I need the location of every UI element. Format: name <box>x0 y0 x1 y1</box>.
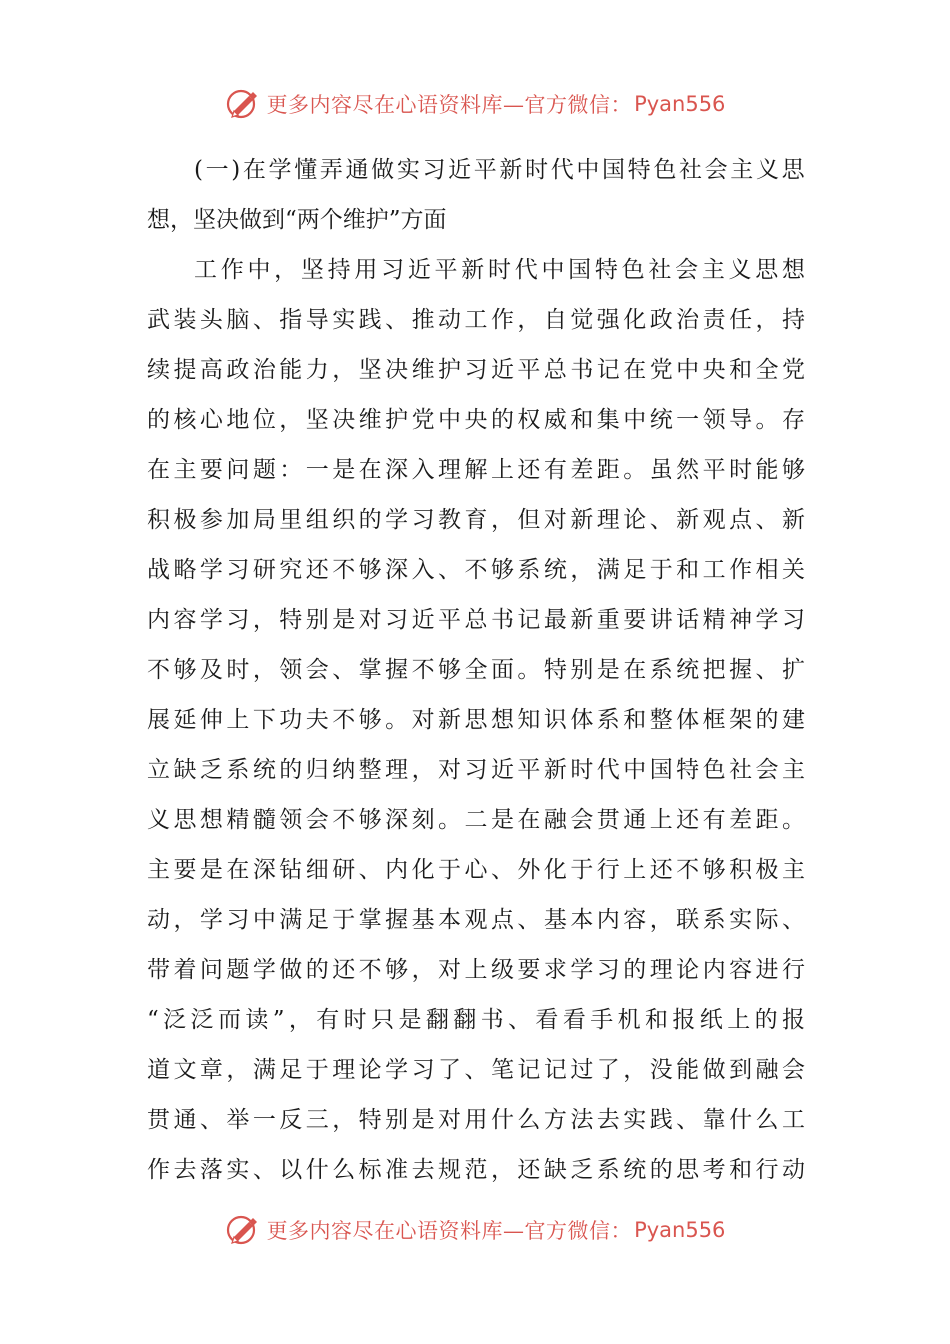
paragraph-line: 贯通、举一反三，特别是对用什么方法去实践、靠什么工 <box>147 1107 805 1133</box>
paragraph-line: 的核心地位，坚决维护党中央的权威和集中统一领导。存 <box>147 407 805 433</box>
paragraph-line: 动，学习中满足于掌握基本观点、基本内容，联系实际、 <box>147 907 805 933</box>
section-heading-line-2: 想，坚决做到“两个维护”方面 <box>147 207 447 233</box>
pen-logo-icon <box>225 86 261 122</box>
paragraph-line: 在主要问题：一是在深入理解上还有差距。虽然平时能够 <box>147 457 805 483</box>
section-heading-line-1: (一)在学懂弄通做实习近平新时代中国特色社会主义思 <box>194 157 805 183</box>
header-banner-text: 更多内容尽在心语资料库—官方微信： <box>266 93 633 117</box>
paragraph-line: 义思想精髓领会不够深刻。二是在融会贯通上还有差距。 <box>147 807 805 833</box>
paragraph-line: 工作中，坚持用习近平新时代中国特色社会主义思想 <box>194 257 805 283</box>
paragraph-line: 战略学习研究还不够深入、不够系统，满足于和工作相关 <box>147 557 805 583</box>
pen-logo-icon <box>225 1212 261 1248</box>
paragraph-line: 主要是在深钻细研、内化于心、外化于行上还不够积极主 <box>147 857 805 883</box>
header-banner-id: Pyan556 <box>634 92 726 116</box>
document-body <box>147 145 805 1195</box>
paragraph-line: 积极参加局里组织的学习教育，但对新理论、新观点、新 <box>147 507 805 533</box>
header-watermark-banner <box>0 84 950 124</box>
paragraph-line: “泛泛而读”，有时只是翻翻书、看看手机和报纸上的报 <box>147 1007 805 1033</box>
paragraph-line: 内容学习，特别是对习近平总书记最新重要讲话精神学习 <box>147 607 805 633</box>
footer-banner-id: Pyan556 <box>634 1218 726 1242</box>
paragraph-line: 续提高政治能力，坚决维护习近平总书记在党中央和全党 <box>147 357 805 383</box>
paragraph-line: 带着问题学做的还不够，对上级要求学习的理论内容进行 <box>147 957 805 983</box>
footer-banner-text: 更多内容尽在心语资料库—官方微信： <box>266 1219 633 1243</box>
paragraph-line: 展延伸上下功夫不够。对新思想知识体系和整体框架的建 <box>147 707 805 733</box>
paragraph-line: 道文章，满足于理论学习了、笔记记过了，没能做到融会 <box>147 1057 805 1083</box>
paragraph-line: 武装头脑、指导实践、推动工作，自觉强化政治责任，持 <box>147 307 805 333</box>
paragraph-line: 不够及时，领会、掌握不够全面。特别是在系统把握、扩 <box>147 657 805 683</box>
footer-watermark-banner <box>0 1210 950 1250</box>
paragraph-line: 作去落实、以什么标准去规范，还缺乏系统的思考和行动 <box>147 1157 805 1183</box>
paragraph-line: 立缺乏系统的归纳整理，对习近平新时代中国特色社会主 <box>147 757 805 783</box>
